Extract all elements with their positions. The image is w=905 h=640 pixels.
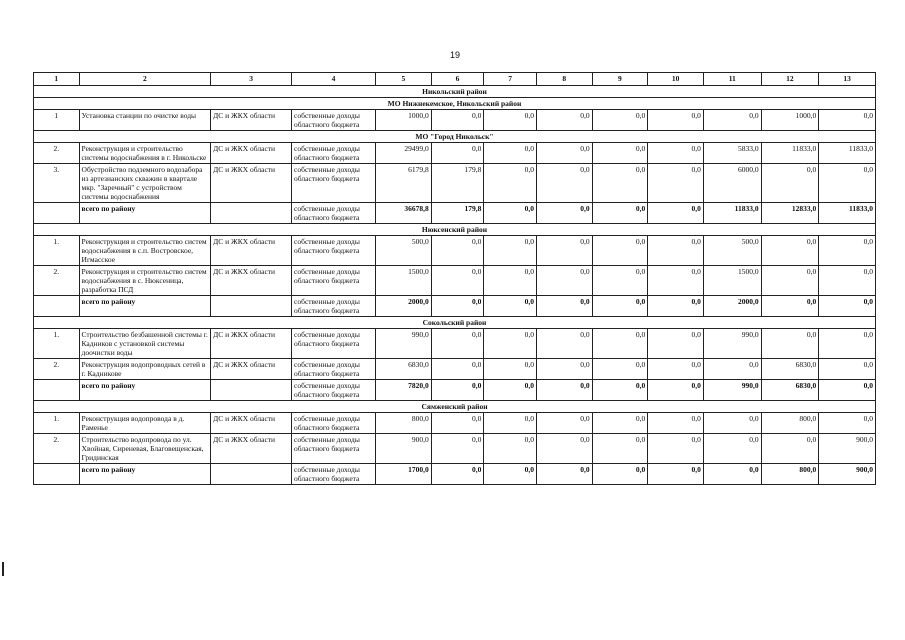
amount-cell: 0,0 bbox=[648, 110, 704, 131]
amount-cell: 0,0 bbox=[819, 380, 876, 401]
amount-cell: 0,0 bbox=[592, 413, 648, 434]
amount-cell: 0,0 bbox=[484, 380, 537, 401]
funding-source: собственные доходы областного бюджета bbox=[292, 434, 376, 464]
amount-cell: 0,0 bbox=[648, 143, 704, 164]
section-title: Сямженский район bbox=[34, 401, 876, 413]
amount-cell: 0,0 bbox=[819, 236, 876, 266]
column-header: 5 bbox=[376, 73, 432, 86]
amount-cell: 0,0 bbox=[431, 266, 484, 296]
table-row bbox=[34, 110, 876, 131]
item-number: 2. bbox=[34, 143, 80, 164]
section-title: Нюксенский район bbox=[34, 224, 876, 236]
amount-cell: 0,0 bbox=[703, 110, 761, 131]
funding-source: собственные доходы областного бюджета bbox=[292, 203, 376, 224]
amount-cell: 12833,0 bbox=[761, 203, 819, 224]
amount-cell: 500,0 bbox=[703, 236, 761, 266]
amount-cell: 0,0 bbox=[819, 266, 876, 296]
amount-cell: 0,0 bbox=[431, 296, 484, 317]
item-name: Обустройство подземного водозабора из артезианских скважин в квартале мкр. "Заречный" с устройством системы водоснабжения bbox=[79, 164, 211, 203]
amount-cell: 0,0 bbox=[536, 464, 592, 485]
amount-cell: 0,0 bbox=[484, 413, 537, 434]
amount-cell: 900,0 bbox=[376, 434, 432, 464]
amount-cell: 500,0 bbox=[376, 236, 432, 266]
amount-cell: 800,0 bbox=[761, 413, 819, 434]
total-label: всего по району bbox=[79, 296, 211, 317]
amount-cell: 36678,8 bbox=[376, 203, 432, 224]
amount-cell: 0,0 bbox=[484, 296, 537, 317]
amount-cell: 0,0 bbox=[648, 359, 704, 380]
section-header-row bbox=[34, 224, 876, 236]
amount-cell: 0,0 bbox=[648, 380, 704, 401]
column-header: 13 bbox=[819, 73, 876, 86]
funding-source: собственные доходы областного бюджета bbox=[292, 413, 376, 434]
item-number: 1 bbox=[34, 110, 80, 131]
amount-cell: 0,0 bbox=[819, 164, 876, 203]
total-row bbox=[34, 203, 876, 224]
amount-cell: 0,0 bbox=[592, 359, 648, 380]
column-header: 7 bbox=[484, 73, 537, 86]
amount-cell: 0,0 bbox=[761, 266, 819, 296]
amount-cell: 1000,0 bbox=[376, 110, 432, 131]
amount-cell: 0,0 bbox=[819, 329, 876, 359]
total-label: всего по району bbox=[79, 203, 211, 224]
amount-cell: 0,0 bbox=[819, 296, 876, 317]
amount-cell: 0,0 bbox=[648, 464, 704, 485]
amount-cell: 990,0 bbox=[703, 380, 761, 401]
item-name: Реконструкция водопроводных сетей в г. Кадникове bbox=[79, 359, 211, 380]
funding-source: собственные доходы областного бюджета bbox=[292, 359, 376, 380]
executor: ДС и ЖКХ области bbox=[211, 236, 292, 266]
amount-cell: 0,0 bbox=[761, 434, 819, 464]
amount-cell: 0,0 bbox=[703, 434, 761, 464]
amount-cell: 0,0 bbox=[431, 143, 484, 164]
amount-cell: 900,0 bbox=[819, 434, 876, 464]
table-row bbox=[34, 143, 876, 164]
executor: ДС и ЖКХ области bbox=[211, 110, 292, 131]
section-header-row bbox=[34, 98, 876, 110]
table-row bbox=[34, 164, 876, 203]
amount-cell: 1500,0 bbox=[376, 266, 432, 296]
funding-source: собственные доходы областного бюджета bbox=[292, 296, 376, 317]
column-header: 6 bbox=[431, 73, 484, 86]
amount-cell: 0,0 bbox=[761, 329, 819, 359]
amount-cell: 0,0 bbox=[431, 110, 484, 131]
amount-cell: 0,0 bbox=[431, 380, 484, 401]
executor: ДС и ЖКХ области bbox=[211, 266, 292, 296]
table-row bbox=[34, 359, 876, 380]
column-header: 2 bbox=[79, 73, 211, 86]
amount-cell: 11833,0 bbox=[819, 203, 876, 224]
item-name: Реконструкция и строительство систем водоснабжения в с. Нюксеница, разработка ПСД bbox=[79, 266, 211, 296]
item-number: 1. bbox=[34, 413, 80, 434]
amount-cell: 0,0 bbox=[431, 236, 484, 266]
amount-cell: 0,0 bbox=[592, 143, 648, 164]
amount-cell: 0,0 bbox=[819, 359, 876, 380]
amount-cell: 990,0 bbox=[376, 329, 432, 359]
amount-cell: 0,0 bbox=[431, 329, 484, 359]
funding-source: собственные доходы областного бюджета bbox=[292, 110, 376, 131]
amount-cell: 0,0 bbox=[648, 296, 704, 317]
amount-cell: 179,8 bbox=[431, 164, 484, 203]
amount-cell: 0,0 bbox=[592, 296, 648, 317]
executor: ДС и ЖКХ области bbox=[211, 329, 292, 359]
amount-cell: 0,0 bbox=[484, 359, 537, 380]
amount-cell: 2000,0 bbox=[703, 296, 761, 317]
item-number: 2. bbox=[34, 359, 80, 380]
section-header-row bbox=[34, 401, 876, 413]
executor: ДС и ЖКХ области bbox=[211, 413, 292, 434]
item-number: 2. bbox=[34, 434, 80, 464]
amount-cell: 0,0 bbox=[819, 110, 876, 131]
amount-cell: 0,0 bbox=[592, 329, 648, 359]
column-header-row bbox=[34, 73, 876, 86]
amount-cell: 0,0 bbox=[536, 164, 592, 203]
item-name: Реконструкция и строительство системы водоснабжения в г. Никольске bbox=[79, 143, 211, 164]
amount-cell: 0,0 bbox=[592, 110, 648, 131]
table-row bbox=[34, 236, 876, 266]
funding-source: собственные доходы областного бюджета bbox=[292, 464, 376, 485]
page-number: 19 bbox=[449, 50, 460, 60]
amount-cell: 0,0 bbox=[592, 236, 648, 266]
amount-cell: 0,0 bbox=[484, 110, 537, 131]
amount-cell: 0,0 bbox=[648, 203, 704, 224]
amount-cell: 990,0 bbox=[703, 329, 761, 359]
amount-cell: 0,0 bbox=[648, 164, 704, 203]
amount-cell: 0,0 bbox=[703, 413, 761, 434]
item-number bbox=[34, 464, 80, 485]
section-title: МО "Город Никольск" bbox=[34, 131, 876, 143]
executor bbox=[211, 296, 292, 317]
executor: ДС и ЖКХ области bbox=[211, 434, 292, 464]
amount-cell: 0,0 bbox=[536, 296, 592, 317]
amount-cell: 800,0 bbox=[761, 464, 819, 485]
amount-cell: 0,0 bbox=[592, 380, 648, 401]
table-row bbox=[34, 266, 876, 296]
amount-cell: 0,0 bbox=[536, 380, 592, 401]
amount-cell: 0,0 bbox=[761, 296, 819, 317]
amount-cell: 1500,0 bbox=[703, 266, 761, 296]
executor bbox=[211, 203, 292, 224]
executor: ДС и ЖКХ области bbox=[211, 359, 292, 380]
amount-cell: 0,0 bbox=[431, 359, 484, 380]
amount-cell: 6830,0 bbox=[761, 359, 819, 380]
table-row bbox=[34, 434, 876, 464]
amount-cell: 11833,0 bbox=[703, 203, 761, 224]
amount-cell: 0,0 bbox=[761, 236, 819, 266]
section-title: МО Нижнекемское, Никольский район bbox=[34, 98, 876, 110]
amount-cell: 0,0 bbox=[431, 464, 484, 485]
amount-cell: 0,0 bbox=[648, 329, 704, 359]
section-title: Сокольский район bbox=[34, 317, 876, 329]
amount-cell: 0,0 bbox=[761, 164, 819, 203]
column-header: 9 bbox=[592, 73, 648, 86]
item-number: 1. bbox=[34, 329, 80, 359]
amount-cell: 0,0 bbox=[431, 413, 484, 434]
amount-cell: 0,0 bbox=[536, 110, 592, 131]
amount-cell: 0,0 bbox=[648, 236, 704, 266]
amount-cell: 0,0 bbox=[592, 434, 648, 464]
amount-cell: 800,0 bbox=[376, 413, 432, 434]
amount-cell: 0,0 bbox=[819, 413, 876, 434]
amount-cell: 0,0 bbox=[484, 143, 537, 164]
item-number: 1. bbox=[34, 236, 80, 266]
amount-cell: 11833,0 bbox=[761, 143, 819, 164]
item-name: Реконструкция водопровода в д. Раменье bbox=[79, 413, 211, 434]
amount-cell: 0,0 bbox=[484, 164, 537, 203]
item-name: Установка станции по очистке воды bbox=[79, 110, 211, 131]
amount-cell: 0,0 bbox=[648, 266, 704, 296]
total-row bbox=[34, 296, 876, 317]
amount-cell: 0,0 bbox=[536, 359, 592, 380]
column-header: 8 bbox=[536, 73, 592, 86]
amount-cell: 0,0 bbox=[592, 203, 648, 224]
amount-cell: 6000,0 bbox=[703, 164, 761, 203]
total-row bbox=[34, 380, 876, 401]
amount-cell: 0,0 bbox=[484, 236, 537, 266]
amount-cell: 0,0 bbox=[536, 203, 592, 224]
item-number bbox=[34, 296, 80, 317]
section-header-row bbox=[34, 317, 876, 329]
column-header: 3 bbox=[211, 73, 292, 86]
amount-cell: 0,0 bbox=[536, 236, 592, 266]
amount-cell: 0,0 bbox=[536, 266, 592, 296]
amount-cell: 7820,0 bbox=[376, 380, 432, 401]
table-row bbox=[34, 329, 876, 359]
section-title: Никольский район bbox=[34, 86, 876, 98]
amount-cell: 0,0 bbox=[484, 464, 537, 485]
executor: ДС и ЖКХ области bbox=[211, 143, 292, 164]
amount-cell: 11833,0 bbox=[819, 143, 876, 164]
column-header: 4 bbox=[292, 73, 376, 86]
section-header-row bbox=[34, 131, 876, 143]
amount-cell: 0,0 bbox=[536, 143, 592, 164]
amount-cell: 1000,0 bbox=[761, 110, 819, 131]
item-number bbox=[34, 380, 80, 401]
column-header: 1 bbox=[34, 73, 80, 86]
amount-cell: 179,8 bbox=[431, 203, 484, 224]
amount-cell: 900,0 bbox=[819, 464, 876, 485]
item-name: Строительство водопровода по ул. Хвойная, Сиреневая, Благовещенская, Гридинская bbox=[79, 434, 211, 464]
item-number: 2. bbox=[34, 266, 80, 296]
amount-cell: 1700,0 bbox=[376, 464, 432, 485]
item-number: 3. bbox=[34, 164, 80, 203]
amount-cell: 0,0 bbox=[648, 434, 704, 464]
scan-edge-mark bbox=[2, 562, 4, 576]
amount-cell: 0,0 bbox=[536, 434, 592, 464]
amount-cell: 0,0 bbox=[536, 329, 592, 359]
column-header: 10 bbox=[648, 73, 704, 86]
funding-source: собственные доходы областного бюджета bbox=[292, 266, 376, 296]
amount-cell: 0,0 bbox=[484, 203, 537, 224]
funding-source: собственные доходы областного бюджета bbox=[292, 236, 376, 266]
amount-cell: 0,0 bbox=[431, 434, 484, 464]
amount-cell: 0,0 bbox=[703, 464, 761, 485]
funding-source: собственные доходы областного бюджета bbox=[292, 380, 376, 401]
total-label: всего по району bbox=[79, 380, 211, 401]
amount-cell: 5833,0 bbox=[703, 143, 761, 164]
funding-source: собственные доходы областного бюджета bbox=[292, 329, 376, 359]
amount-cell: 2000,0 bbox=[376, 296, 432, 317]
amount-cell: 0,0 bbox=[536, 413, 592, 434]
funding-source: собственные доходы областного бюджета bbox=[292, 164, 376, 203]
executor bbox=[211, 380, 292, 401]
amount-cell: 0,0 bbox=[703, 359, 761, 380]
section-header-row bbox=[34, 86, 876, 98]
amount-cell: 0,0 bbox=[484, 434, 537, 464]
column-header: 11 bbox=[703, 73, 761, 86]
amount-cell: 6830,0 bbox=[376, 359, 432, 380]
amount-cell: 0,0 bbox=[592, 266, 648, 296]
amount-cell: 29499,0 bbox=[376, 143, 432, 164]
amount-cell: 0,0 bbox=[484, 266, 537, 296]
total-row bbox=[34, 464, 876, 485]
column-header: 12 bbox=[761, 73, 819, 86]
amount-cell: 0,0 bbox=[592, 164, 648, 203]
budget-table bbox=[33, 72, 876, 485]
executor: ДС и ЖКХ области bbox=[211, 164, 292, 203]
funding-source: собственные доходы областного бюджета bbox=[292, 143, 376, 164]
executor bbox=[211, 464, 292, 485]
amount-cell: 0,0 bbox=[592, 464, 648, 485]
total-label: всего по району bbox=[79, 464, 211, 485]
amount-cell: 0,0 bbox=[648, 413, 704, 434]
item-number bbox=[34, 203, 80, 224]
item-name: Реконструкция и строительство систем водоснабжения в с.п. Востровское, Игмасское bbox=[79, 236, 211, 266]
table-row bbox=[34, 413, 876, 434]
item-name: Строительство безбашенной системы г. Кадников с установкой системы доочистки воды bbox=[79, 329, 211, 359]
amount-cell: 6179,8 bbox=[376, 164, 432, 203]
amount-cell: 6830,0 bbox=[761, 380, 819, 401]
amount-cell: 0,0 bbox=[484, 329, 537, 359]
